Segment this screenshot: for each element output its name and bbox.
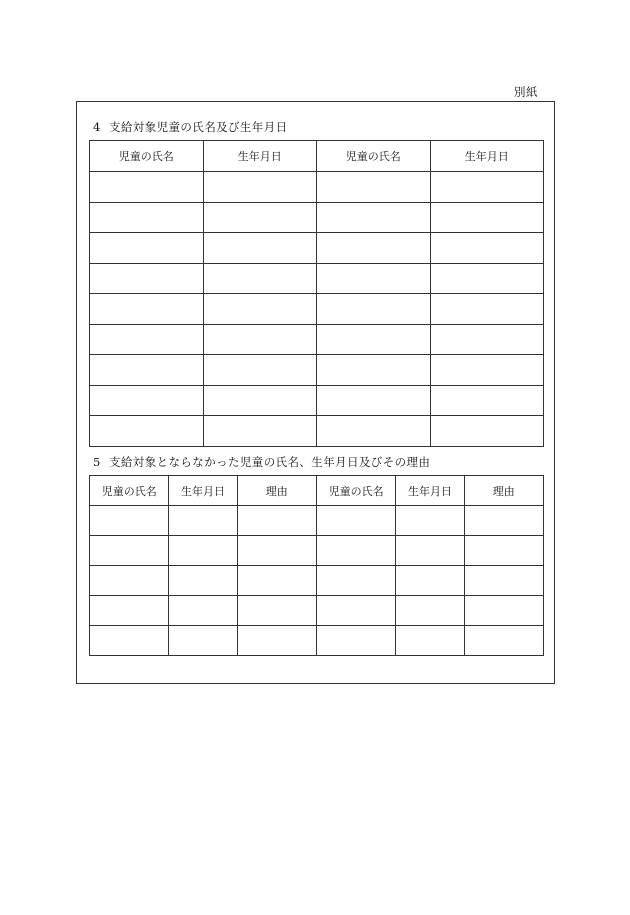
child-name-cell[interactable] <box>90 294 204 325</box>
header-birthdate: 生年月日 <box>203 141 317 172</box>
reason-cell[interactable] <box>464 536 544 566</box>
child-name-cell[interactable] <box>317 355 431 386</box>
child-name-cell[interactable] <box>317 294 431 325</box>
table-row <box>90 506 544 536</box>
table-row <box>90 202 544 233</box>
child-name-cell[interactable] <box>90 172 204 203</box>
birthdate-cell[interactable] <box>203 233 317 264</box>
header-birthdate: 生年月日 <box>396 476 464 506</box>
birthdate-cell[interactable] <box>430 324 544 355</box>
child-name-cell[interactable] <box>316 506 395 536</box>
birthdate-cell[interactable] <box>169 626 237 656</box>
birthdate-cell[interactable] <box>396 596 464 626</box>
attachment-label: 別紙 <box>514 85 538 99</box>
table-row <box>90 536 544 566</box>
child-name-cell[interactable] <box>90 416 204 447</box>
table-header-row <box>90 476 544 506</box>
header-child-name: 児童の氏名 <box>317 141 431 172</box>
reason-cell[interactable] <box>237 536 316 566</box>
birthdate-cell[interactable] <box>203 172 317 203</box>
reason-cell[interactable] <box>464 506 544 536</box>
section5-number: 5 <box>93 455 101 469</box>
birthdate-cell[interactable] <box>169 506 237 536</box>
child-name-cell[interactable] <box>317 416 431 447</box>
header-child-name: 児童の氏名 <box>90 141 204 172</box>
birthdate-cell[interactable] <box>430 263 544 294</box>
section4-heading <box>93 119 288 135</box>
header-reason: 理由 <box>464 476 544 506</box>
birthdate-cell[interactable] <box>430 416 544 447</box>
header-birthdate: 生年月日 <box>169 476 237 506</box>
header-child-name: 児童の氏名 <box>316 476 395 506</box>
table-row <box>90 172 544 203</box>
reason-cell[interactable] <box>464 596 544 626</box>
header-reason: 理由 <box>237 476 316 506</box>
section4-number: 4 <box>93 120 101 134</box>
child-name-cell[interactable] <box>90 202 204 233</box>
ineligible-children-table <box>89 475 544 656</box>
birthdate-cell[interactable] <box>430 172 544 203</box>
birthdate-cell[interactable] <box>203 355 317 386</box>
header-birthdate: 生年月日 <box>430 141 544 172</box>
birthdate-cell[interactable] <box>396 506 464 536</box>
table-row <box>90 385 544 416</box>
table-row <box>90 596 544 626</box>
section5-title: 支給対象とならなかった児童の氏名、生年月日及びその理由 <box>109 455 431 469</box>
reason-cell[interactable] <box>237 566 316 596</box>
reason-cell[interactable] <box>464 626 544 656</box>
child-name-cell[interactable] <box>90 506 169 536</box>
table-row <box>90 294 544 325</box>
birthdate-cell[interactable] <box>430 355 544 386</box>
child-name-cell[interactable] <box>316 566 395 596</box>
birthdate-cell[interactable] <box>169 566 237 596</box>
table-row <box>90 416 544 447</box>
birthdate-cell[interactable] <box>203 263 317 294</box>
table-row <box>90 566 544 596</box>
table-row <box>90 263 544 294</box>
table-row <box>90 233 544 264</box>
birthdate-cell[interactable] <box>396 536 464 566</box>
child-name-cell[interactable] <box>317 233 431 264</box>
birthdate-cell[interactable] <box>203 416 317 447</box>
child-name-cell[interactable] <box>317 172 431 203</box>
child-name-cell[interactable] <box>90 324 204 355</box>
child-name-cell[interactable] <box>317 385 431 416</box>
child-name-cell[interactable] <box>90 626 169 656</box>
child-name-cell[interactable] <box>316 596 395 626</box>
birthdate-cell[interactable] <box>430 202 544 233</box>
section4-title: 支給対象児童の氏名及び生年月日 <box>109 120 288 134</box>
child-name-cell[interactable] <box>316 626 395 656</box>
reason-cell[interactable] <box>237 596 316 626</box>
birthdate-cell[interactable] <box>203 385 317 416</box>
table-row <box>90 324 544 355</box>
birthdate-cell[interactable] <box>430 294 544 325</box>
table-row <box>90 355 544 386</box>
birthdate-cell[interactable] <box>430 385 544 416</box>
child-name-cell[interactable] <box>316 536 395 566</box>
child-name-cell[interactable] <box>317 202 431 233</box>
birthdate-cell[interactable] <box>396 566 464 596</box>
child-name-cell[interactable] <box>90 263 204 294</box>
child-name-cell[interactable] <box>90 385 204 416</box>
birthdate-cell[interactable] <box>203 324 317 355</box>
form-frame <box>76 101 555 684</box>
reason-cell[interactable] <box>237 626 316 656</box>
birthdate-cell[interactable] <box>430 233 544 264</box>
child-name-cell[interactable] <box>90 355 204 386</box>
child-name-cell[interactable] <box>90 536 169 566</box>
table-row <box>90 626 544 656</box>
header-child-name: 児童の氏名 <box>90 476 169 506</box>
birthdate-cell[interactable] <box>396 626 464 656</box>
birthdate-cell[interactable] <box>203 294 317 325</box>
reason-cell[interactable] <box>237 506 316 536</box>
child-name-cell[interactable] <box>317 324 431 355</box>
section5-heading <box>93 454 430 470</box>
child-name-cell[interactable] <box>90 233 204 264</box>
child-name-cell[interactable] <box>317 263 431 294</box>
reason-cell[interactable] <box>464 566 544 596</box>
eligible-children-table <box>89 140 544 447</box>
birthdate-cell[interactable] <box>169 536 237 566</box>
birthdate-cell[interactable] <box>169 596 237 626</box>
child-name-cell[interactable] <box>90 566 169 596</box>
birthdate-cell[interactable] <box>203 202 317 233</box>
table-header-row <box>90 141 544 172</box>
child-name-cell[interactable] <box>90 596 169 626</box>
